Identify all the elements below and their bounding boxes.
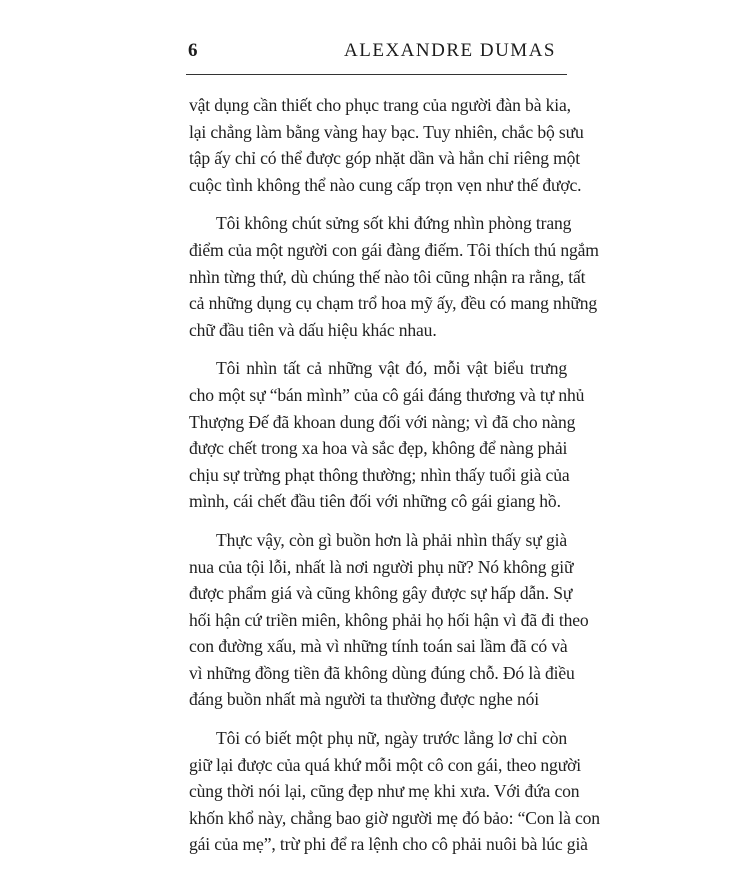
text-line: nua của tội lỗi, nhất là nơi người phụ nữ? Nó không giữ — [189, 556, 574, 577]
text-line: được phẩm giá và cũng không gây được sự hấp dẫn. Sự — [189, 583, 573, 604]
text-line: điểm của một người con gái đàng điếm. Tôi thích thú ngắm — [189, 239, 599, 260]
text-line: lại chẳng làm bằng vàng hay bạc. Tuy nhiên, chắc bộ sưu — [189, 121, 584, 142]
text-line: hối hận cứ triền miên, không phải họ hối hận vì đã đi theo — [189, 609, 589, 630]
text-line: cuộc tình không thể nào cung cấp trọn vẹn như thế được. — [189, 174, 582, 195]
text-line: Tôi không chút sửng sốt khi đứng nhìn phòng trang — [216, 213, 572, 234]
text-line: Thực vậy, còn gì buồn hơn là phải nhìn thấy sự già — [216, 529, 567, 550]
text-line: mình, cái chết đầu tiên đối với những cô gái giang hồ. — [189, 491, 561, 512]
text-line: tập ấy chỉ có thể được góp nhặt dần và hẳn chỉ riêng một — [189, 148, 581, 169]
paragraph — [189, 210, 599, 343]
text-line: Thượng Đế đã khoan dung đối với nàng; vì đã cho nàng — [189, 411, 576, 432]
text-line: vì những đồng tiền đã không dùng đúng chỗ. Đó là điều — [189, 662, 575, 683]
text-line: Tôi có biết một phụ nữ, ngày trước lẳng lơ chỉ còn — [216, 728, 567, 749]
text-line: chữ đầu tiên và dấu hiệu khác nhau. — [189, 319, 437, 340]
text-line: nhìn từng thứ, dù chúng thế nào tôi cũng nhận ra rằng, tất — [189, 266, 586, 287]
text-line: cùng thời nói lại, cũng đẹp như mẹ khi xưa. Với đứa con — [189, 781, 580, 802]
text-line: được chết trong xa hoa và sắc đẹp, không để nàng phải — [189, 438, 568, 459]
text-line: đáng buồn nhất mà người ta thường được nghe nói — [189, 689, 539, 710]
text-line: giữ lại được của quá khứ mỗi một cô con gái, theo người — [189, 754, 581, 775]
page-number: 6 — [188, 40, 198, 61]
paragraph — [189, 527, 589, 713]
text-line: vật dụng cần thiết cho phục trang của người đàn bà kia, — [189, 95, 571, 115]
paragraph — [189, 92, 584, 198]
text-line: Tôi nhìn tất cả những vật đó, mỗi vật biểu trưng — [216, 358, 567, 379]
paragraph — [189, 355, 585, 515]
running-head-author: ALEXANDRE DUMAS — [344, 40, 556, 61]
text-line: chịu sự trừng phạt thông thường; nhìn thấy tuổi già của — [189, 464, 570, 485]
text-line: gái của mẹ”, trừ phi để ra lệnh cho cô phải nuôi bà lúc già — [189, 834, 588, 855]
text-line: con đường xấu, mà vì những tính toán sai lầm đã có và — [189, 636, 568, 657]
paragraph — [189, 725, 600, 858]
header-rule — [186, 74, 567, 75]
body-text — [189, 92, 600, 870]
text-line: khốn khổ này, chẳng bao giờ người mẹ đó bảo: “Con là con — [189, 807, 600, 828]
text-line: cho một sự “bán mình” của cô gái đáng thương và tự nhủ — [189, 384, 585, 405]
text-line: cả những dụng cụ chạm trổ hoa mỹ ấy, đều có mang những — [189, 293, 598, 314]
